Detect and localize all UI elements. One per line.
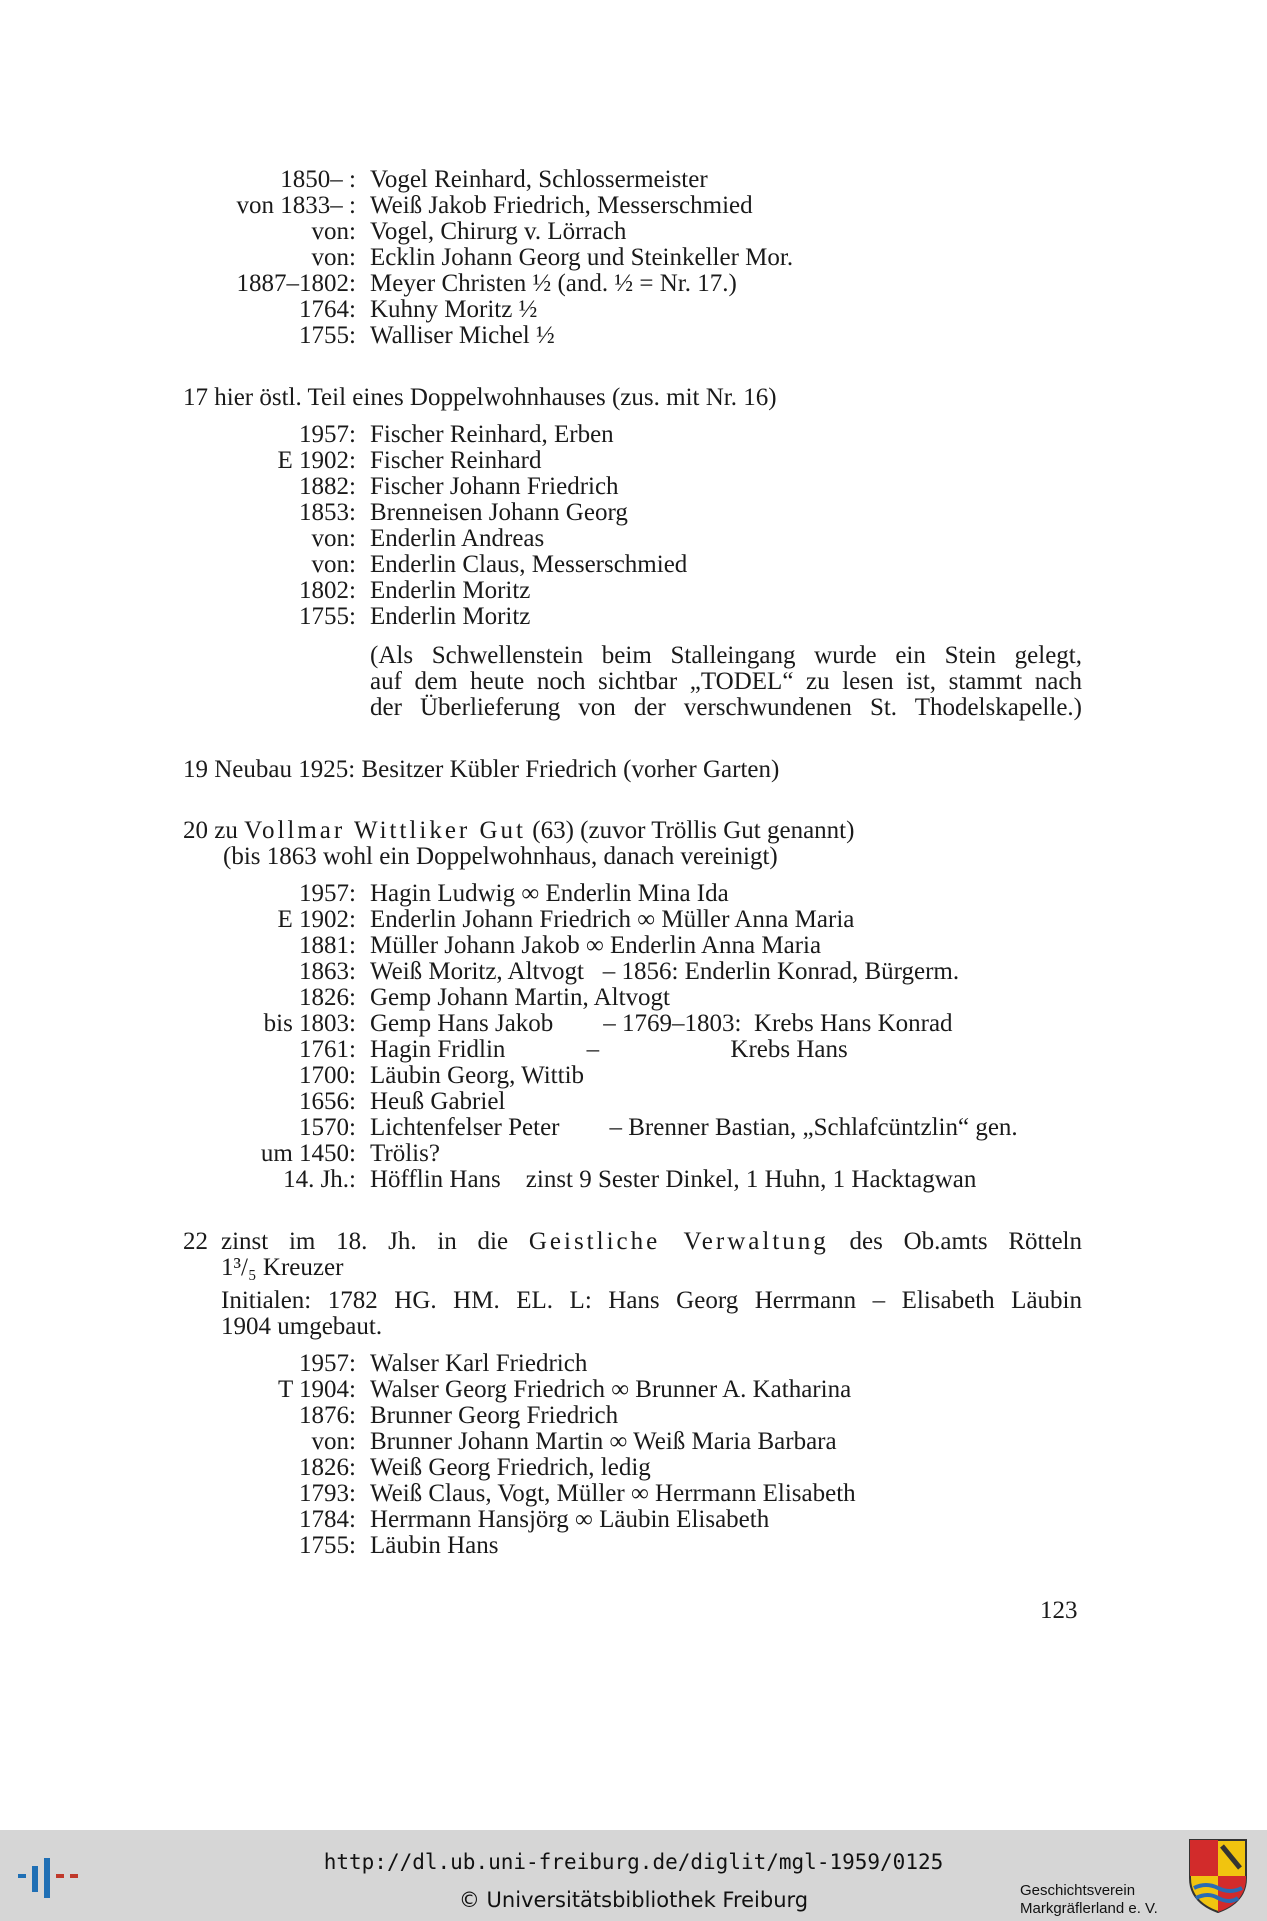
- owner-name: Gemp Hans Jakob – 1769–1803: Krebs Hans Konrad: [370, 1010, 953, 1037]
- owner-year: von:: [311, 525, 356, 552]
- note-line: (Als Schwellenstein beim Stalleingang wurde ein Stein gelegt,: [370, 642, 1082, 669]
- owner-year: 1764:: [299, 296, 356, 323]
- owner-name: Hagin Fridlin – Krebs Hans: [370, 1036, 848, 1063]
- document-url-link[interactable]: http://dl.ub.uni-freiburg.de/diglit/mgl-1959/0125: [323, 1850, 944, 1874]
- owner-name: Heuß Gabriel: [370, 1088, 506, 1115]
- note-line: der Überlieferung von der verschwundenen St. Thodelskapelle.): [370, 694, 1082, 721]
- heading-emphasis: Vollmar Wittliker Gut: [244, 817, 526, 844]
- section-subheading-20: (bis 1863 wohl ein Doppelwohnhaus, danach vereinigt): [223, 843, 778, 870]
- society-name-line: Geschichtsverein: [1020, 1882, 1136, 1899]
- footer-bar: [0, 1830, 1267, 1921]
- owner-year: E 1902:: [277, 447, 356, 474]
- section-heading-22: [221, 1229, 1082, 1255]
- owner-name: Brenneisen Johann Georg: [370, 499, 628, 526]
- owner-name: Brunner Johann Martin ∞ Weiß Maria Barbara: [370, 1428, 837, 1455]
- society-name-line: Markgräflerland e. V.: [1020, 1900, 1158, 1917]
- owner-name: Kuhny Moritz ½: [370, 296, 538, 323]
- owner-name: Läubin Georg, Wittib: [370, 1062, 585, 1089]
- owner-name: Enderlin Claus, Messerschmied: [370, 551, 688, 578]
- section-line: Initialen: 1782 HG. HM. EL. L: Hans Georg Herrmann – Elisabeth Läubin: [221, 1287, 1082, 1314]
- owner-name: Läubin Hans: [370, 1532, 499, 1559]
- owner-name: Lichtenfelser Peter – Brenner Bastian, „Schlafcüntzlin“ gen.: [370, 1114, 1018, 1141]
- owner-name: Walliser Michel ½: [370, 322, 555, 349]
- owner-year: 1863:: [299, 958, 356, 985]
- owner-year: 1761:: [299, 1036, 356, 1063]
- owner-year: 1882:: [299, 473, 356, 500]
- owner-year: 1802:: [299, 577, 356, 604]
- owner-year: 14. Jh.:: [283, 1166, 356, 1193]
- owner-name: Höfflin Hans zinst 9 Sester Dinkel, 1 Huhn, 1 Hacktagwan: [370, 1166, 977, 1193]
- owner-year: 1850– :: [280, 166, 356, 193]
- owner-name: Vogel Reinhard, Schlossermeister: [370, 166, 708, 193]
- owner-year: T 1904:: [277, 1376, 356, 1403]
- owner-name: Müller Johann Jakob ∞ Enderlin Anna Maria: [370, 932, 822, 959]
- owner-name: Walser Karl Friedrich: [370, 1350, 588, 1377]
- note-line: auf dem heute noch sichtbar „TODEL“ zu lesen ist, stammt nach: [370, 668, 1082, 695]
- section-heading-20: [183, 818, 854, 844]
- owner-year: 1853:: [299, 499, 356, 526]
- owner-name: Enderlin Moritz: [370, 603, 531, 630]
- owner-name: Fischer Reinhard: [370, 447, 542, 474]
- owner-year: 1826:: [299, 1454, 356, 1481]
- owner-name: Enderlin Johann Friedrich ∞ Müller Anna Maria: [370, 906, 855, 933]
- heading-prefix: 20 zu: [183, 817, 245, 844]
- owner-year: von:: [311, 551, 356, 578]
- owner-year: 1876:: [299, 1402, 356, 1429]
- owner-name: Fischer Johann Friedrich: [370, 473, 619, 500]
- society-name: [1020, 1882, 1158, 1918]
- section-heading-19: 19 Neubau 1925: Besitzer Kübler Friedrich (vorher Garten): [183, 756, 780, 783]
- heading-suffix: des Ob.amts Rötteln: [828, 1228, 1082, 1255]
- copyright-text: © Universitätsbibliothek Freiburg: [458, 1888, 809, 1912]
- owner-year: 1656:: [299, 1088, 356, 1115]
- page-number: 123: [1040, 1597, 1078, 1624]
- owner-year: 1957:: [299, 1350, 356, 1377]
- owner-year: E 1902:: [277, 906, 356, 933]
- section-number-22: 22: [183, 1228, 208, 1255]
- owner-year: von:: [311, 1428, 356, 1455]
- owner-name: Vogel, Chirurg v. Lörrach: [370, 218, 627, 245]
- owner-name: Hagin Ludwig ∞ Enderlin Mina Ida: [370, 880, 729, 907]
- section-line: 1904 umgebaut.: [221, 1313, 383, 1340]
- owner-name: Meyer Christen ½ (and. ½ = Nr. 17.): [370, 270, 737, 297]
- owner-year: 1826:: [299, 984, 356, 1011]
- section-line: 1³/₅ Kreuzer: [221, 1254, 344, 1281]
- owner-name: Brunner Georg Friedrich: [370, 1402, 619, 1429]
- owner-year: 1957:: [299, 880, 356, 907]
- owner-name: Weiß Claus, Vogt, Müller ∞ Herrmann Elisabeth: [370, 1480, 856, 1507]
- owner-name: Fischer Reinhard, Erben: [370, 421, 614, 448]
- owner-year: bis 1803:: [263, 1010, 356, 1037]
- owner-name: Enderlin Andreas: [370, 525, 545, 552]
- owner-year: 1881:: [299, 932, 356, 959]
- owner-name: Weiß Georg Friedrich, ledig: [370, 1454, 651, 1481]
- owner-name: Weiß Moritz, Altvogt – 1856: Enderlin Konrad, Bürgerm.: [370, 958, 960, 985]
- owner-year: 1784:: [299, 1506, 356, 1533]
- owner-year: 1755:: [299, 603, 356, 630]
- owner-name: Gemp Johann Martin, Altvogt: [370, 984, 670, 1011]
- owner-year: von:: [311, 218, 356, 245]
- owner-name: Weiß Jakob Friedrich, Messerschmied: [370, 192, 753, 219]
- owner-year: um 1450:: [260, 1140, 356, 1167]
- heading-prefix: zinst im 18. Jh. in die: [221, 1228, 529, 1255]
- owner-year: 1887–1802:: [236, 270, 356, 297]
- owner-year: von:: [311, 244, 356, 271]
- owner-name: Herrmann Hansjörg ∞ Läubin Elisabeth: [370, 1506, 770, 1533]
- heading-emphasis: Geistliche Verwaltung: [528, 1228, 829, 1255]
- section-heading-17: 17 hier östl. Teil eines Doppelwohnhauses (zus. mit Nr. 16): [183, 384, 777, 411]
- owner-name: Ecklin Johann Georg und Steinkeller Mor.: [370, 244, 794, 271]
- owner-name: Trölis?: [370, 1140, 440, 1167]
- owner-name: Walser Georg Friedrich ∞ Brunner A. Katharina: [370, 1376, 852, 1403]
- owner-year: 1755:: [299, 1532, 356, 1559]
- owner-year: 1957:: [299, 421, 356, 448]
- coat-of-arms-icon: [1188, 1838, 1248, 1914]
- heading-suffix: (63) (zuvor Tröllis Gut genannt): [526, 817, 855, 844]
- owner-year: 1700:: [299, 1062, 356, 1089]
- owner-year: 1570:: [299, 1114, 356, 1141]
- owner-name: Enderlin Moritz: [370, 577, 531, 604]
- owner-year: 1755:: [299, 322, 356, 349]
- owner-year: von 1833– :: [236, 192, 356, 219]
- owner-year: 1793:: [299, 1480, 356, 1507]
